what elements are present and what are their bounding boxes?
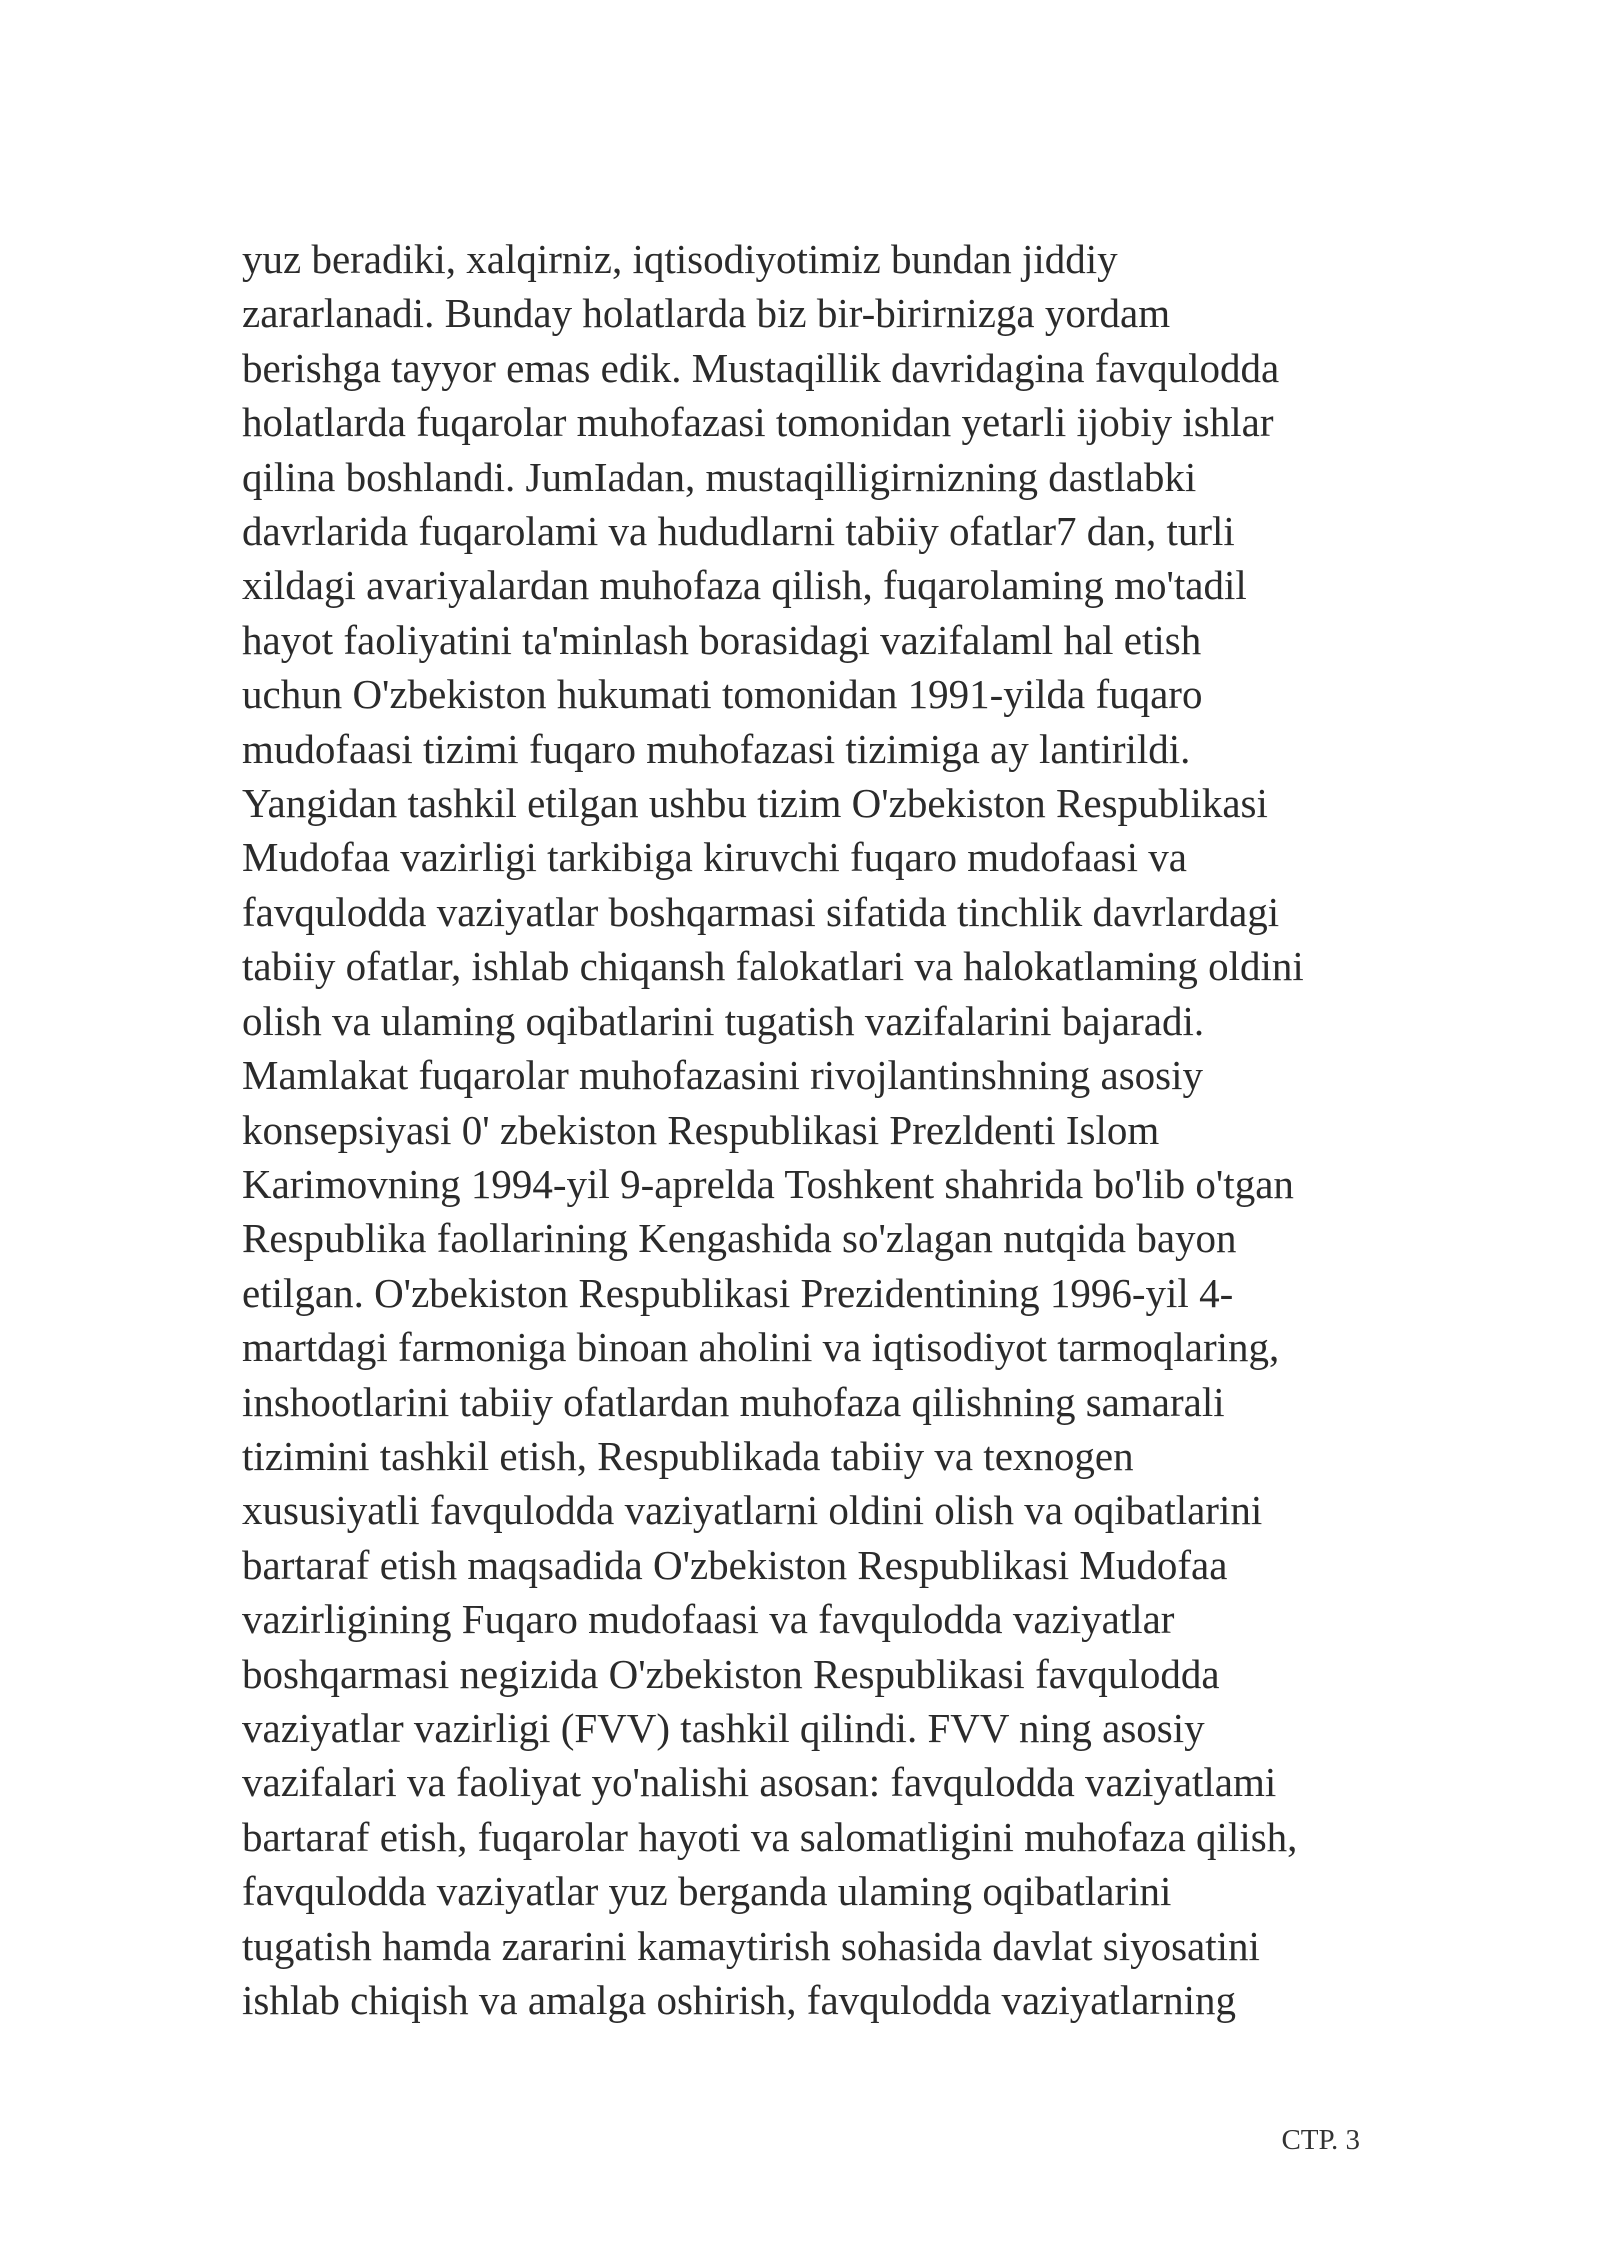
text-line: Mamlakat fuqarolar muhofazasini rivojlantinshning asosiy (242, 1052, 1203, 1099)
text-line: martdagi farmoniga binoan aholini va iqtisodiyot tarmoqlaring, (242, 1324, 1280, 1371)
text-line: bartaraf etish maqsadida O'zbekiston Respublikasi Mudofaa (242, 1541, 1228, 1588)
document-body (242, 232, 1382, 2027)
text-line: vazirligining Fuqaro mudofaasi va favqulodda vaziyatlar (242, 1596, 1175, 1643)
text-line: qilina boshlandi. JumIadan, mustaqilligirnizning dastlabki (242, 453, 1197, 500)
text-line: olish va ulaming oqibatlarini tugatish vazifalarini bajaradi. (242, 997, 1205, 1044)
text-line: bartaraf etish, fuqarolar hayoti va salomatligini muhofaza qilish, (242, 1813, 1298, 1860)
text-line: tugatish hamda zararini kamaytirish sohasida davlat siyosatini (242, 1922, 1260, 1969)
text-line: xususiyatli favqulodda vaziyatlarni oldini olish va oqibatlarini (242, 1487, 1263, 1534)
text-line: mudofaasi tizimi fuqaro muhofazasi tizimiga ay lantirildi. (242, 725, 1191, 772)
text-line: favqulodda vaziyatlar yuz berganda ulaming oqibatlarini (242, 1868, 1172, 1915)
text-line: favqulodda vaziyatlar boshqarmasi sifatida tinchlik davrlardagi (242, 888, 1280, 935)
page-number: СТР. 3 (1281, 2124, 1360, 2156)
text-line: tabiiy ofatlar, ishlab chiqansh falokatlari va halokatlaming oldini (242, 943, 1304, 990)
text-line: tizimini tashkil etish, Respublikada tabiiy va texnogen (242, 1432, 1134, 1479)
text-line: inshootlarini tabiiy ofatlardan muhofaza qilishning samarali (242, 1378, 1225, 1425)
text-line: konsepsiyasi 0' zbekiston Respublikasi Prezldenti Islom (242, 1106, 1160, 1153)
text-line: holatlarda fuqarolar muhofazasi tomonidan yetarli ijobiy ishlar (242, 399, 1274, 446)
text-line: xildagi avariyalardan muhofaza qilish, fuqarolaming mo'tadil (242, 562, 1247, 609)
text-line: berishga tayyor emas edik. Mustaqillik davridagina favqulodda (242, 344, 1280, 391)
text-line: Yangidan tashkil etilgan ushbu tizim O'zbekiston Respublikasi (242, 780, 1268, 827)
text-line: ishlab chiqish va amalga oshirish, favqulodda vaziyatlarning (242, 1977, 1236, 2023)
text-line: vaziyatlar vazirligi (FVV) tashkil qilindi. FVV ning asosiy (242, 1704, 1205, 1751)
text-line: boshqarmasi negizida O'zbekiston Respublikasi favqulodda (242, 1650, 1220, 1697)
text-line: etilgan. O'zbekiston Respublikasi Prezidentining 1996-yil 4- (242, 1269, 1234, 1316)
text-line: vazifalari va faoliyat yo'nalishi asosan: favqulodda vaziyatlami (242, 1759, 1277, 1806)
text-line: uchun O'zbekiston hukumati tomonidan 1991-yilda fuqaro (242, 671, 1203, 718)
text-line: Respublika faollarining Kengashida so'zlagan nutqida bayon (242, 1215, 1237, 1262)
text-line: yuz beradiki, xalqirniz, iqtisodiyotimiz bundan jiddiy (242, 236, 1118, 282)
text-line: zararlanadi. Bunday holatlarda biz bir-birirnizga yordam (242, 290, 1171, 337)
text-line: hayot faoliyatini ta'minlash borasidagi vazifalaml hal etish (242, 616, 1202, 663)
text-line: Karimovning 1994-yil 9-aprelda Toshkent shahrida bo'lib o'tgan (242, 1160, 1294, 1207)
text-line: davrlarida fuqarolami va hududlarni tabiiy ofatlar7 dan, turli (242, 508, 1235, 555)
text-line: Mudofaa vazirligi tarkibiga kiruvchi fuqaro mudofaasi va (242, 834, 1187, 881)
